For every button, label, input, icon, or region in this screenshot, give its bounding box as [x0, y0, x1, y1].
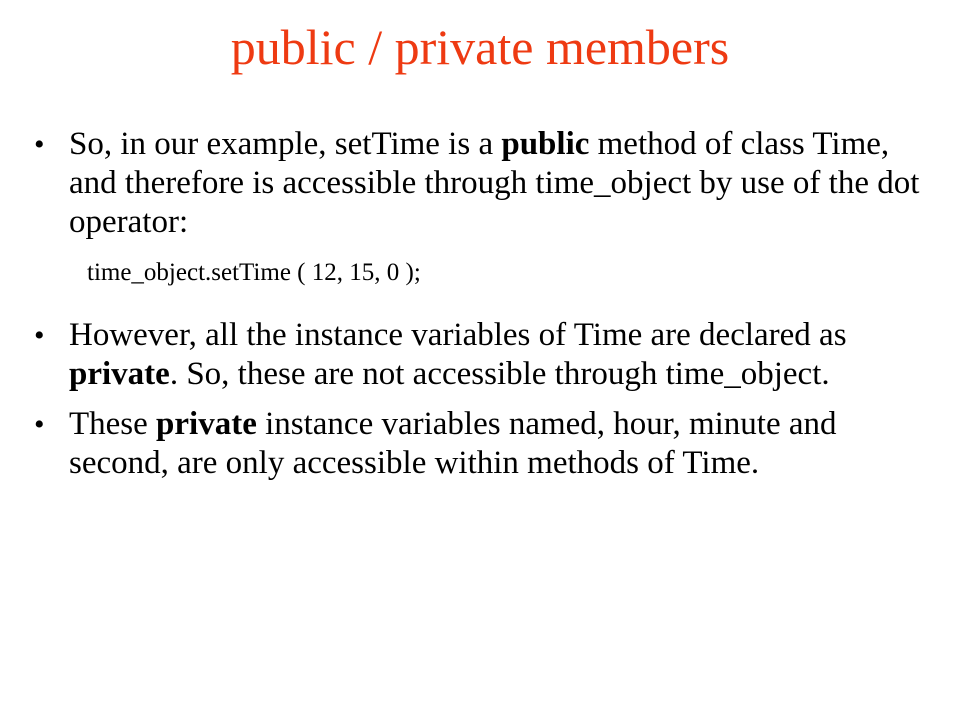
- bullet-dot-icon: •: [34, 319, 45, 352]
- bullet-text: These: [69, 406, 157, 442]
- bullet-item-private-access: [34, 405, 944, 483]
- bullet-text: instance variables named, hour, minute and second, are only accessible within methods of Time.: [69, 406, 837, 481]
- bullet-text: However, all the instance variables of Time are declared as: [69, 317, 847, 353]
- bullet-text: . So, these are not accessible through time_object.: [169, 356, 830, 392]
- bullet-text: method of class Time, and therefore is accessible through time_object by use of the dot operator:: [69, 126, 920, 240]
- bullet-dot-icon: •: [34, 128, 45, 161]
- slide-title: public / private members: [230, 19, 730, 75]
- slide-content: [34, 125, 944, 483]
- code-example: time_object.setTime ( 12, 15, 0 );: [87, 259, 421, 286]
- bullet-keyword-private: private: [69, 356, 170, 392]
- bullet-keyword-private: private: [156, 406, 257, 442]
- bullet-dot-icon: •: [34, 408, 45, 441]
- bullet-text: So, in our example, setTime is a: [69, 126, 502, 162]
- bullet-item-private-variables: [34, 316, 944, 394]
- bullet-item-public-method: [34, 125, 944, 242]
- bullet-keyword-public: public: [501, 126, 590, 162]
